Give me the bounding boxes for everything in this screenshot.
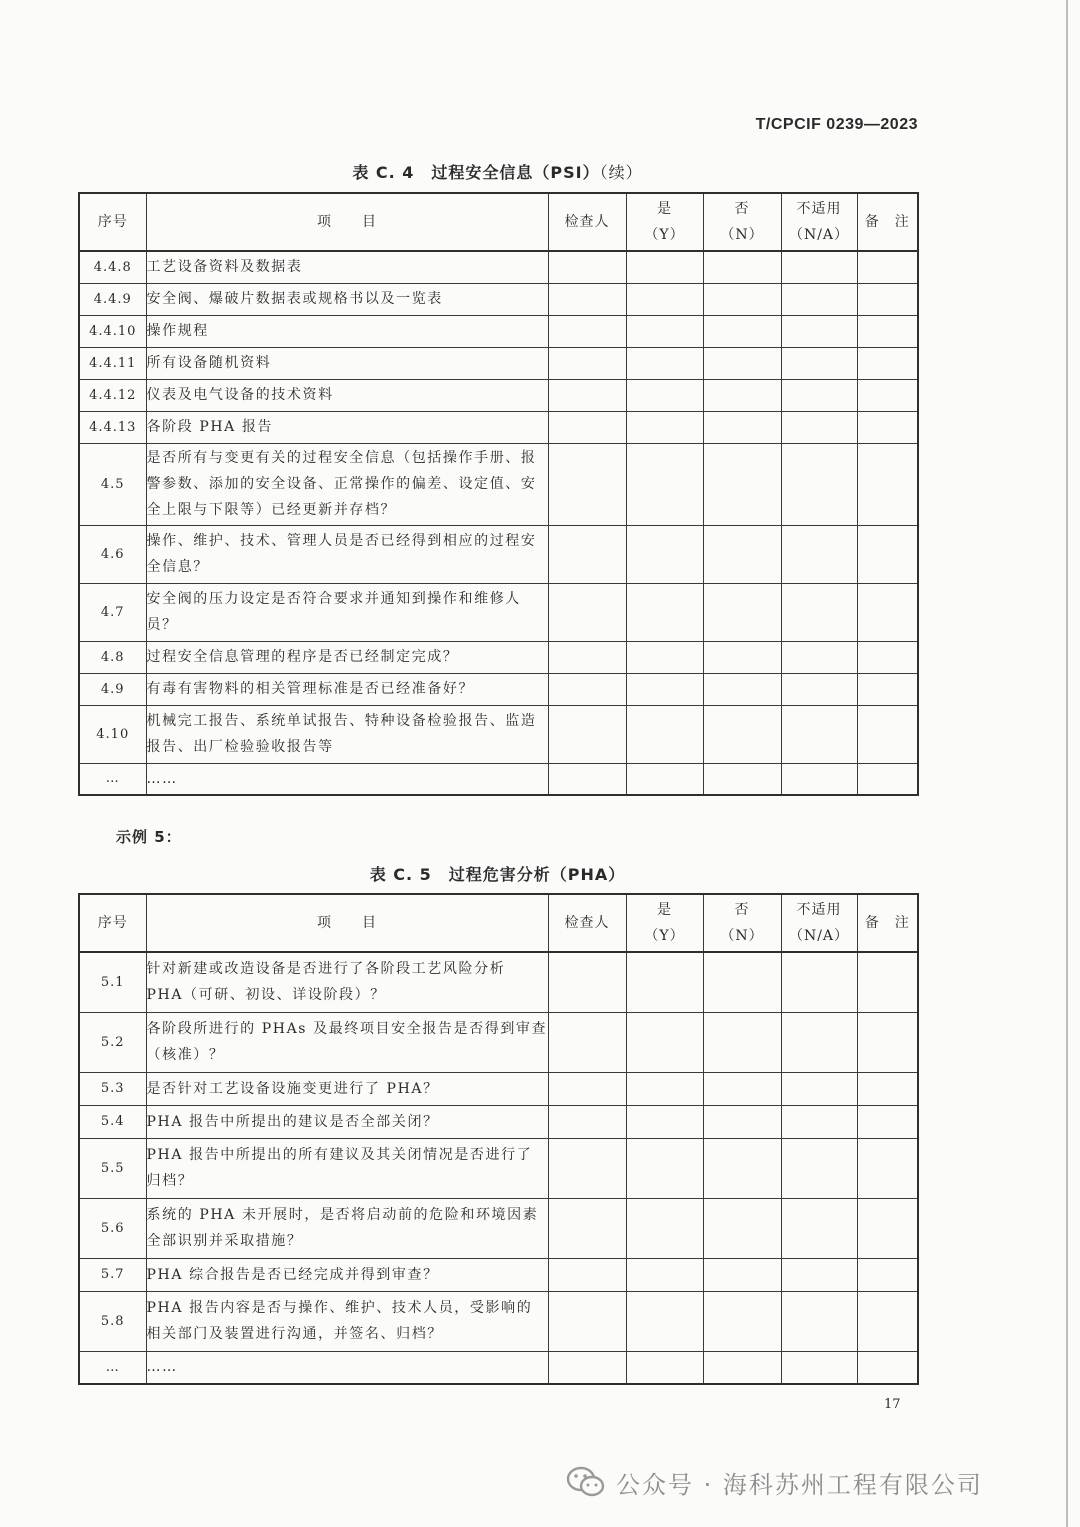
checker-cell[interactable] [548, 1291, 626, 1351]
row-item: PHA 报告中所提出的所有建议及其关闭情况是否进行了归档？ [146, 1138, 548, 1198]
no-cell[interactable] [703, 1351, 781, 1384]
yes-cell[interactable] [626, 525, 703, 583]
checker-cell[interactable] [548, 1012, 626, 1072]
col-header-no-answer [703, 894, 781, 952]
remark-cell[interactable] [857, 1258, 918, 1291]
yes-cell[interactable] [626, 1198, 703, 1258]
na-cell[interactable] [781, 1138, 857, 1198]
table-row [79, 952, 918, 1012]
na-cell[interactable] [781, 1291, 857, 1351]
table-row [79, 1258, 918, 1291]
row-item: 安全阀的压力设定是否符合要求并通知到操作和维修人员？ [146, 583, 548, 641]
remark-cell[interactable] [857, 525, 918, 583]
row-number: 4.4.13 [79, 411, 146, 443]
row-item: …… [146, 763, 548, 795]
yes-cell[interactable] [626, 379, 703, 411]
col-header-yes [626, 193, 703, 251]
table-row [79, 1291, 918, 1351]
col-header-yes-code: （Y） [644, 928, 685, 944]
row-item: 是否针对工艺设备设施变更进行了 PHA？ [146, 1072, 548, 1105]
na-cell[interactable] [781, 1258, 857, 1291]
no-cell[interactable] [703, 1198, 781, 1258]
row-number: 5.3 [79, 1072, 146, 1105]
no-cell[interactable] [703, 1258, 781, 1291]
row-number: 4.4.10 [79, 315, 146, 347]
no-cell[interactable] [703, 1072, 781, 1105]
remark-cell[interactable] [857, 315, 918, 347]
na-cell[interactable] [781, 763, 857, 795]
col-header-no: 序号 [79, 193, 146, 251]
yes-cell[interactable] [626, 1105, 703, 1138]
no-cell[interactable] [703, 315, 781, 347]
checker-cell[interactable] [548, 1351, 626, 1384]
checker-cell[interactable] [548, 251, 626, 283]
no-cell[interactable] [703, 705, 781, 763]
checker-cell[interactable] [548, 525, 626, 583]
row-item: PHA 报告内容是否与操作、维护、技术人员，受影响的相关部门及装置进行沟通，并签名、归档？ [146, 1291, 548, 1351]
checker-cell[interactable] [548, 347, 626, 379]
yes-cell[interactable] [626, 673, 703, 705]
na-cell[interactable] [781, 641, 857, 673]
na-cell[interactable] [781, 583, 857, 641]
na-cell[interactable] [781, 379, 857, 411]
row-number: … [79, 1351, 146, 1384]
table-c4-title-continued: （续） [599, 163, 643, 182]
yes-cell[interactable] [626, 1291, 703, 1351]
checker-cell[interactable] [548, 952, 626, 1012]
remark-cell[interactable] [857, 443, 918, 525]
table-c4-title-text: 表 C. 4 过程安全信息（PSI） [352, 163, 600, 182]
no-cell[interactable] [703, 411, 781, 443]
table-row [79, 315, 918, 347]
table-row [79, 673, 918, 705]
row-item: 是否所有与变更有关的过程安全信息（包括操作手册、报警参数、添加的安全设备、正常操作的偏差、设定值、安全上限与下限等）已经更新并存档？ [146, 443, 548, 525]
checker-cell[interactable] [548, 411, 626, 443]
example-label: 示例 5： [116, 828, 182, 846]
col-header-remark: 备 注 [857, 894, 918, 952]
col-header-na-label: 不适用 [796, 902, 842, 918]
col-header-na [781, 894, 857, 952]
col-header-checker: 检查人 [548, 193, 626, 251]
remark-cell[interactable] [857, 1138, 918, 1198]
na-cell[interactable] [781, 1105, 857, 1138]
checker-cell[interactable] [548, 641, 626, 673]
table-c5-title: 表 C. 5 过程危害分析（PHA） [369, 865, 626, 884]
table-row [79, 705, 918, 763]
remark-cell[interactable] [857, 705, 918, 763]
col-header-yes-label: 是 [657, 201, 672, 217]
row-number: 4.5 [79, 443, 146, 525]
table-row [79, 283, 918, 315]
row-number: 4.4.11 [79, 347, 146, 379]
table-row [79, 251, 918, 283]
col-header-no-code: （N） [720, 928, 764, 944]
yes-cell[interactable] [626, 952, 703, 1012]
no-cell[interactable] [703, 283, 781, 315]
no-cell[interactable] [703, 1012, 781, 1072]
col-header-yes-label: 是 [657, 902, 672, 918]
na-cell[interactable] [781, 315, 857, 347]
yes-cell[interactable] [626, 411, 703, 443]
no-cell[interactable] [703, 763, 781, 795]
table-row [79, 347, 918, 379]
row-item: PHA 综合报告是否已经完成并得到审查？ [146, 1258, 548, 1291]
remark-cell[interactable] [857, 379, 918, 411]
table-row [79, 1105, 918, 1138]
checker-cell[interactable] [548, 379, 626, 411]
yes-cell[interactable] [626, 705, 703, 763]
page-number: 17 [884, 1397, 901, 1412]
row-item: 各阶段所进行的 PHAs 及最终项目安全报告是否得到审查（核准）？ [146, 1012, 548, 1072]
remark-cell[interactable] [857, 1072, 918, 1105]
col-header-item: 项 目 [146, 193, 548, 251]
row-number: 5.1 [79, 952, 146, 1012]
table-row [79, 379, 918, 411]
remark-cell[interactable] [857, 1105, 918, 1138]
no-cell[interactable] [703, 251, 781, 283]
na-cell[interactable] [781, 952, 857, 1012]
col-header-na-code: （N/A） [788, 928, 850, 944]
row-item: 所有设备随机资料 [146, 347, 548, 379]
yes-cell[interactable] [626, 283, 703, 315]
wechat-icon [566, 1465, 606, 1499]
watermark-text: 公众号 · 海科苏州工程有限公司 [616, 1470, 983, 1499]
row-item: 有毒有害物料的相关管理标准是否已经准备好？ [146, 673, 548, 705]
row-number: 4.4.9 [79, 283, 146, 315]
table-c4 [78, 192, 919, 796]
no-cell[interactable] [703, 379, 781, 411]
table-row [79, 411, 918, 443]
row-number: 4.4.8 [79, 251, 146, 283]
col-header-no: 序号 [79, 894, 146, 952]
no-cell[interactable] [703, 1291, 781, 1351]
table-row [79, 443, 918, 525]
table-row [79, 1198, 918, 1258]
yes-cell[interactable] [626, 1258, 703, 1291]
remark-cell[interactable] [857, 763, 918, 795]
yes-cell[interactable] [626, 443, 703, 525]
na-cell[interactable] [781, 251, 857, 283]
yes-cell[interactable] [626, 347, 703, 379]
na-cell[interactable] [781, 283, 857, 315]
col-header-na-label: 不适用 [796, 201, 842, 217]
yes-cell[interactable] [626, 1138, 703, 1198]
row-item: 针对新建或改造设备是否进行了各阶段工艺风险分析 PHA（可研、初设、详设阶段）？ [146, 952, 548, 1012]
row-number: 5.4 [79, 1105, 146, 1138]
yes-cell[interactable] [626, 1072, 703, 1105]
table-row [79, 1351, 918, 1384]
remark-cell[interactable] [857, 673, 918, 705]
na-cell[interactable] [781, 705, 857, 763]
remark-cell[interactable] [857, 251, 918, 283]
page-edge-line [1066, 0, 1068, 1527]
no-cell[interactable] [703, 1105, 781, 1138]
no-cell[interactable] [703, 952, 781, 1012]
table-row [79, 763, 918, 795]
col-header-remark: 备 注 [857, 193, 918, 251]
na-cell[interactable] [781, 673, 857, 705]
checker-cell[interactable] [548, 1198, 626, 1258]
row-item: 机械完工报告、系统单试报告、特种设备检验报告、监造报告、出厂检验验收报告等 [146, 705, 548, 763]
no-cell[interactable] [703, 641, 781, 673]
row-item: 安全阀、爆破片数据表或规格书以及一览表 [146, 283, 548, 315]
row-number: 4.9 [79, 673, 146, 705]
table-row [79, 1072, 918, 1105]
remark-cell[interactable] [857, 283, 918, 315]
row-item: PHA 报告中所提出的建议是否全部关闭？ [146, 1105, 548, 1138]
no-cell[interactable] [703, 583, 781, 641]
checker-cell[interactable] [548, 443, 626, 525]
remark-cell[interactable] [857, 411, 918, 443]
row-number: 4.7 [79, 583, 146, 641]
row-number: 4.10 [79, 705, 146, 763]
table-row [79, 525, 918, 583]
col-header-na [781, 193, 857, 251]
yes-cell[interactable] [626, 315, 703, 347]
yes-cell[interactable] [626, 1351, 703, 1384]
row-number: 5.7 [79, 1258, 146, 1291]
na-cell[interactable] [781, 443, 857, 525]
document-code: T/CPCIF 0239—2023 [755, 116, 918, 133]
na-cell[interactable] [781, 525, 857, 583]
row-item: 系统的 PHA 未开展时，是否将启动前的危险和环境因素全部识别并采取措施？ [146, 1198, 548, 1258]
na-cell[interactable] [781, 347, 857, 379]
checker-cell[interactable] [548, 1105, 626, 1138]
row-number: 4.6 [79, 525, 146, 583]
col-header-yes [626, 894, 703, 952]
col-header-no-code: （N） [720, 227, 764, 243]
no-cell[interactable] [703, 347, 781, 379]
remark-cell[interactable] [857, 347, 918, 379]
na-cell[interactable] [781, 1351, 857, 1384]
remark-cell[interactable] [857, 1012, 918, 1072]
table-c5 [78, 893, 919, 1385]
row-number: 5.6 [79, 1198, 146, 1258]
table-row [79, 583, 918, 641]
no-cell[interactable] [703, 443, 781, 525]
row-number: … [79, 763, 146, 795]
checker-cell[interactable] [548, 1258, 626, 1291]
no-cell[interactable] [703, 673, 781, 705]
row-item: …… [146, 1351, 548, 1384]
checker-cell[interactable] [548, 705, 626, 763]
col-header-yes-code: （Y） [644, 227, 685, 243]
table-row [79, 1012, 918, 1072]
na-cell[interactable] [781, 1072, 857, 1105]
yes-cell[interactable] [626, 763, 703, 795]
na-cell[interactable] [781, 1198, 857, 1258]
no-cell[interactable] [703, 1138, 781, 1198]
table-c4-title [78, 160, 917, 183]
remark-cell[interactable] [857, 1291, 918, 1351]
checker-cell[interactable] [548, 673, 626, 705]
no-cell[interactable] [703, 525, 781, 583]
checker-cell[interactable] [548, 315, 626, 347]
col-header-no-label: 否 [734, 201, 750, 217]
col-header-na-code: （N/A） [788, 227, 850, 243]
remark-cell[interactable] [857, 1351, 918, 1384]
row-item: 操作规程 [146, 315, 548, 347]
col-header-no-answer [703, 193, 781, 251]
checker-cell[interactable] [548, 1072, 626, 1105]
checker-cell[interactable] [548, 763, 626, 795]
row-number: 5.8 [79, 1291, 146, 1351]
checker-cell[interactable] [548, 1138, 626, 1198]
row-number: 5.2 [79, 1012, 146, 1072]
watermark [566, 1462, 983, 1502]
table-row [79, 641, 918, 673]
col-header-no-label: 否 [734, 902, 750, 918]
col-header-checker: 检查人 [548, 894, 626, 952]
row-item: 仪表及电气设备的技术资料 [146, 379, 548, 411]
row-item: 工艺设备资料及数据表 [146, 251, 548, 283]
remark-cell[interactable] [857, 641, 918, 673]
remark-cell[interactable] [857, 583, 918, 641]
row-item: 各阶段 PHA 报告 [146, 411, 548, 443]
row-number: 4.8 [79, 641, 146, 673]
yes-cell[interactable] [626, 641, 703, 673]
remark-cell[interactable] [857, 1198, 918, 1258]
checker-cell[interactable] [548, 583, 626, 641]
checker-cell[interactable] [548, 283, 626, 315]
na-cell[interactable] [781, 1012, 857, 1072]
remark-cell[interactable] [857, 952, 918, 1012]
yes-cell[interactable] [626, 1012, 703, 1072]
col-header-item: 项 目 [146, 894, 548, 952]
table-row [79, 1138, 918, 1198]
row-number: 4.4.12 [79, 379, 146, 411]
row-number: 5.5 [79, 1138, 146, 1198]
row-item: 操作、维护、技术、管理人员是否已经得到相应的过程安全信息？ [146, 525, 548, 583]
yes-cell[interactable] [626, 583, 703, 641]
yes-cell[interactable] [626, 251, 703, 283]
na-cell[interactable] [781, 411, 857, 443]
row-item: 过程安全信息管理的程序是否已经制定完成？ [146, 641, 548, 673]
